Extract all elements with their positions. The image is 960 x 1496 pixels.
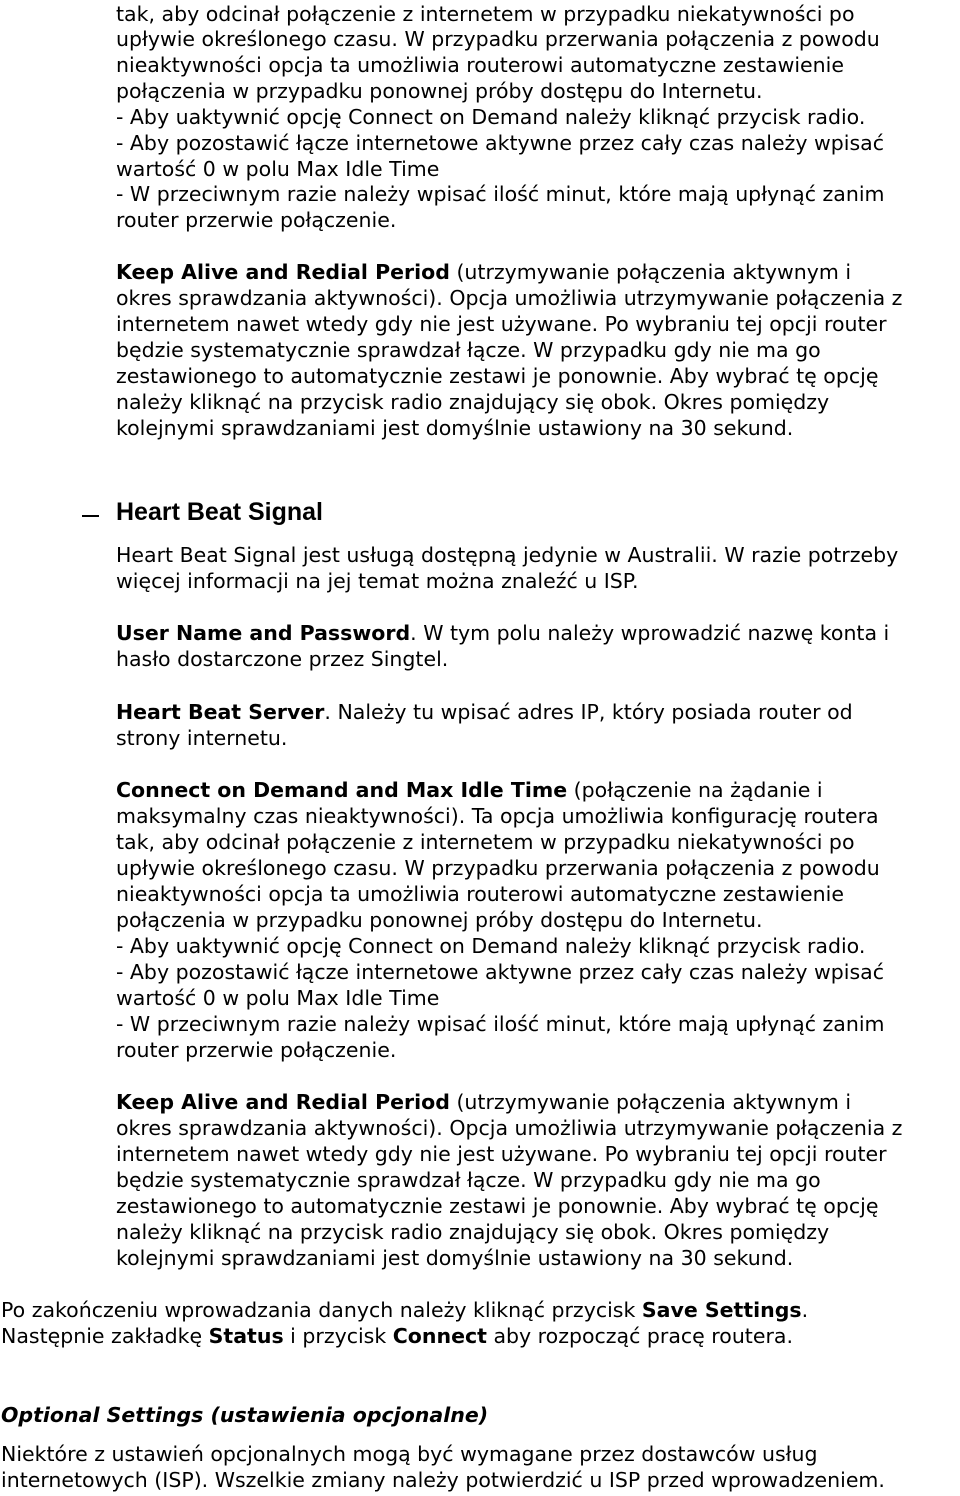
heart-beat-server-text: . Należy tu wpisać adres IP, który posiada router od [324,700,853,724]
optional-settings-heading: Optional Settings (ustawienia opcjonalne) [1,1403,489,1427]
paragraph-line: zestawionego to automatycznie zestawi je ponownie. Aby wybrać tę opcję [116,1194,879,1218]
paragraph-line: strony internetu. [116,726,288,750]
section-heading: Heart Beat Signal [116,498,324,526]
paragraph-line: tak, aby odcinał połączenie z internetem w przypadku niekatywności po [116,830,855,854]
paragraph-line: - W przeciwnym razie należy wpisać ilość minut, które mają upłynąć zanim [116,1012,885,1036]
paragraph-line: router przerwie połączenie. [116,208,397,232]
paragraph-line: Heart Beat Signal jest usługą dostępną jedynie w Australii. W razie potrzeby [116,543,899,567]
connect-term: Connect [392,1324,487,1348]
finish-text: aby rozpocząć pracę routera. [486,1324,793,1348]
paragraph-line: - W przeciwnym razie należy wpisać ilość minut, które mają upłynąć zanim [116,182,885,206]
user-name-term: User Name and Password [116,621,411,645]
paragraph-line: - Aby uaktywnić opcję Connect on Demand należy kliknąć przycisk radio. [116,105,866,129]
paragraph-line: - Aby pozostawić łącze internetowe aktywne przez cały czas należy wpisać [116,131,884,155]
paragraph-line: będzie systematycznie sprawdzał łącze. W przypadku gdy nie ma go [116,1168,821,1192]
user-name-line [116,620,889,646]
paragraph-line: internetem nawet wtedy gdy nie jest używane. Po wybraniu tej opcji router [116,1142,887,1166]
heart-beat-server-line [116,699,853,725]
paragraph-line: kolejnymi sprawdzaniami jest domyślnie ustawiony na 30 sekund. [116,416,794,440]
keep-alive-text: (utrzymywanie połączenia aktywnym i [449,1090,852,1114]
paragraph-line: - Aby pozostawić łącze internetowe aktywne przez cały czas należy wpisać [116,960,884,984]
paragraph-line: Niektóre z ustawień opcjonalnych mogą być wymagane przez dostawców usług [1,1442,818,1466]
paragraph-line: połączenia w przypadku ponownej próby dostępu do Internetu. [116,908,763,932]
paragraph-line: upływie określonego czasu. W przypadku przerwania połączenia z powodu [116,856,880,880]
paragraph-line: upływie określonego czasu. W przypadku przerwania połączenia z powodu [116,27,880,51]
paragraph-line: tak, aby odcinał połączenie z internetem w przypadku niekatywności po [116,2,855,26]
paragraph-line: nieaktywności opcja ta umożliwia routerowi automatyczne zestawienie [116,882,844,906]
paragraph-line: kolejnymi sprawdzaniami jest domyślnie ustawiony na 30 sekund. [116,1246,794,1270]
keep-alive-heading-line [116,259,851,285]
paragraph-line: więcej informacji na jej temat można znaleźć u ISP. [116,569,639,593]
keep-alive-term: Keep Alive and Redial Period [116,1090,450,1114]
paragraph-line: okres sprawdzania aktywności). Opcja umożliwia utrzymywanie połączenia z [116,1116,903,1140]
paragraph-line: wartość 0 w polu Max Idle Time [116,986,440,1010]
paragraph-line: - Aby uaktywnić opcję Connect on Demand należy kliknąć przycisk radio. [116,934,866,958]
connect-on-demand-term: Connect on Demand and Max Idle Time [116,778,568,802]
paragraph-line: połączenia w przypadku ponownej próby dostępu do Internetu. [116,79,763,103]
paragraph-line: maksymalny czas nieaktywności). Ta opcja umożliwia konfigurację routera [116,804,879,828]
paragraph-line: router przerwie połączenie. [116,1038,397,1062]
finish-text: Po zakończeniu wprowadzania danych należy kliknąć przycisk [1,1298,642,1322]
paragraph-line: należy kliknąć na przycisk radio znajdujący się obok. Okres pomiędzy [116,390,830,414]
status-term: Status [208,1324,284,1348]
connect-on-demand-text: (połączenie na żądanie i [567,778,823,802]
paragraph-line: należy kliknąć na przycisk radio znajdujący się obok. Okres pomiędzy [116,1220,830,1244]
paragraph-line: okres sprawdzania aktywności). Opcja umożliwia utrzymywanie połączenia z [116,286,903,310]
paragraph-line: zestawionego to automatycznie zestawi je ponownie. Aby wybrać tę opcję [116,364,879,388]
heart-beat-server-term: Heart Beat Server [116,700,325,724]
paragraph-line: nieaktywności opcja ta umożliwia routerowi automatyczne zestawienie [116,53,844,77]
paragraph-line: wartość 0 w polu Max Idle Time [116,157,440,181]
list-dash [82,515,99,517]
paragraph-line: hasło dostarczone przez Singtel. [116,647,449,671]
keep-alive-heading-line [116,1089,851,1115]
finish-text: . [801,1298,809,1322]
paragraph-line: będzie systematycznie sprawdzał łącze. W przypadku gdy nie ma go [116,338,821,362]
paragraph-line: internetem nawet wtedy gdy nie jest używane. Po wybraniu tej opcji router [116,312,887,336]
keep-alive-text: (utrzymywanie połączenia aktywnym i [449,260,852,284]
finish-text: Następnie zakładkę [1,1324,209,1348]
user-name-text: . W tym polu należy wprowadzić nazwę konta i [410,621,890,645]
save-settings-term: Save Settings [641,1298,802,1322]
finish-text: i przycisk [283,1324,393,1348]
finish-line-1 [1,1297,808,1323]
keep-alive-term: Keep Alive and Redial Period [116,260,450,284]
finish-line-2 [1,1323,793,1349]
paragraph-line: internetowych (ISP). Wszelkie zmiany należy potwierdzić u ISP przed wprowadzeniem. [1,1468,885,1492]
connect-on-demand-line [116,777,823,803]
